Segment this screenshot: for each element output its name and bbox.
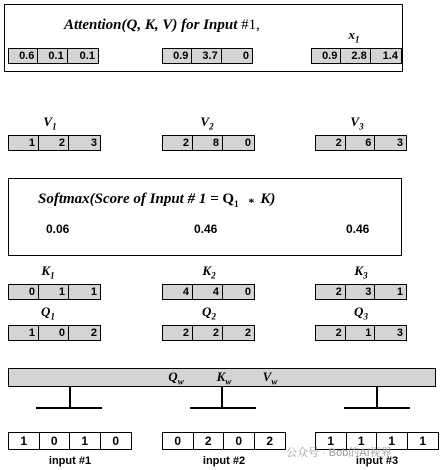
connector-3-vertical xyxy=(376,387,378,408)
connector-1-horizontal xyxy=(36,407,102,409)
wv-label: $V_w$ xyxy=(262,369,278,387)
k3-vector: 2 3 1 xyxy=(315,284,407,300)
softmax-score-3: 0.46 xyxy=(346,222,370,236)
v1-vector: 1 2 3 xyxy=(8,135,101,151)
wq-label: $Q_w$ xyxy=(168,369,184,387)
attention-vector-3: 0.9 2.8 1.4 xyxy=(311,48,402,64)
input-2-vector: 0 2 0 2 xyxy=(162,432,286,450)
v3-label: $V_3$ xyxy=(350,114,364,132)
input-1-label: input #1 xyxy=(48,455,92,467)
q1-vector: 1 0 2 xyxy=(8,325,101,341)
connector-3-horizontal xyxy=(344,407,410,409)
k1-vector: 0 1 1 xyxy=(8,284,101,300)
softmax-score-2: 0.46 xyxy=(194,222,218,236)
softmax-title: Softmax(Score of Input # $1 = Q_1$ $_*$ K) xyxy=(38,191,276,209)
q1-label: $Q_1$ xyxy=(41,304,55,322)
q2-vector: 2 2 2 xyxy=(162,325,255,341)
x1-label: $x_1$ xyxy=(348,27,360,45)
connector-2-vertical xyxy=(221,387,223,408)
v1-label: $V_1$ xyxy=(43,114,57,132)
input-3-vector: 1 1 1 1 xyxy=(315,432,439,450)
wk-label: $K_w$ xyxy=(216,369,232,387)
attention-title: Attention(Q, K, V) for Input #1, xyxy=(64,17,260,33)
q3-vector: 2 1 3 xyxy=(315,325,407,341)
k2-label: $K_2$ xyxy=(202,263,216,281)
input-1-vector: 1 0 1 0 xyxy=(8,432,132,450)
v2-vector: 2 8 0 xyxy=(162,135,255,151)
v2-label: $V_2$ xyxy=(200,114,214,132)
connector-1-vertical xyxy=(69,387,71,408)
watermark-text: 公众号 · Bob的AI视界 xyxy=(286,447,392,459)
softmax-score-1: 0.06 xyxy=(46,222,70,236)
k3-label: $K_3$ xyxy=(354,263,368,281)
q2-label: $Q_2$ xyxy=(202,304,216,322)
attention-vector-2: 0.9 3.7 0 xyxy=(162,48,253,64)
softmax-box xyxy=(8,178,402,256)
input-3-label: input #3 xyxy=(355,455,399,467)
connector-2-horizontal xyxy=(190,407,256,409)
v3-vector: 2 6 3 xyxy=(315,135,407,151)
k1-label: $K_1$ xyxy=(41,263,55,281)
q3-label: $Q_3$ xyxy=(354,304,368,322)
attention-vector-1: 0.6 0.1 0.1 xyxy=(8,48,99,64)
k2-vector: 4 4 0 xyxy=(162,284,255,300)
input-2-label: input #2 xyxy=(202,455,246,467)
